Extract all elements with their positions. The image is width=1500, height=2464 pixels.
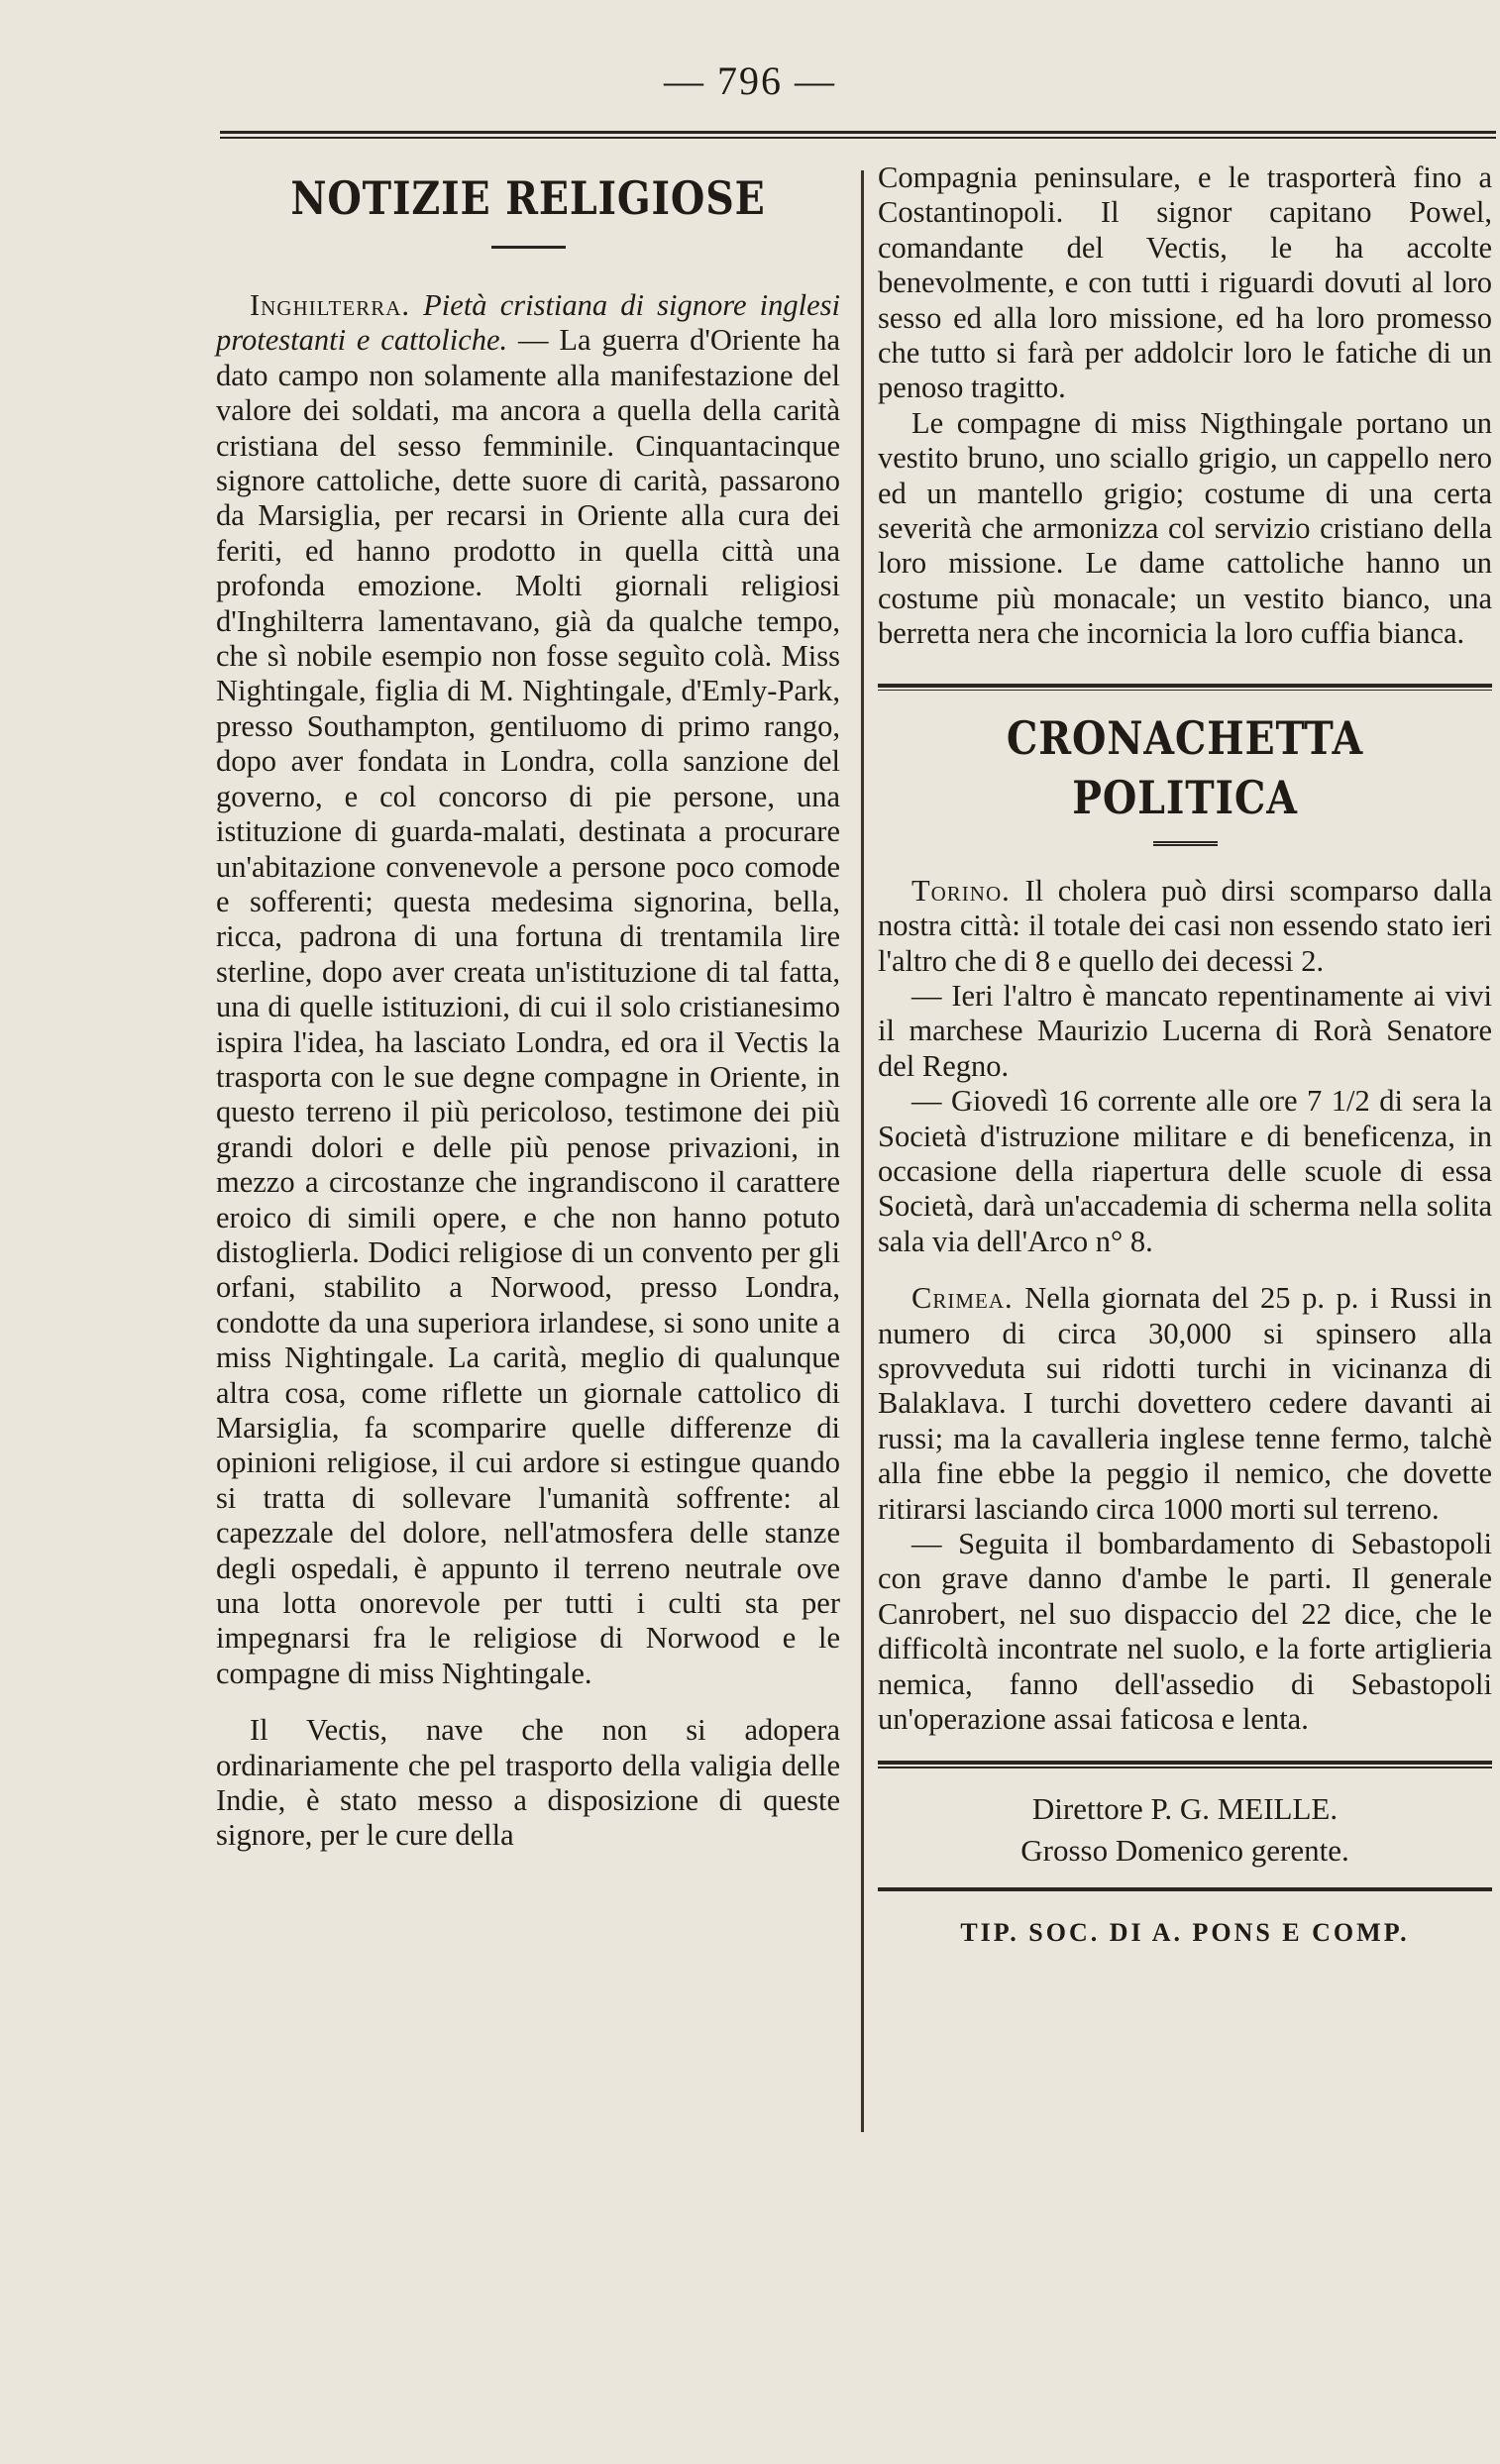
torino-place-label: Torino.: [911, 873, 1011, 908]
heading-double-rule: [1153, 841, 1218, 846]
crimea-text-1: Nella giornata del 25 p. p. i Russi in numero di circa 30,000 si spinsero alla sprovveduta sui ridotti turchi in vicinanza di Balaklava. I turchi dovettero cedere davanti ai russi; ma la cavalleria inglese tenne fermo, talchè alla fine ebbe la peggio il nemico, che dovette ritirarsi lasciando circa 1000 morti sul terreno.: [878, 1281, 1492, 1526]
religious-news-heading: NOTIZIE RELIGIOSE: [290, 171, 766, 225]
section-rule: [878, 684, 1492, 691]
printer-imprint: TIP. SOC. DI A. PONS E COMP.: [960, 1918, 1410, 1948]
torino-text-1: Il cholera può dirsi scomparso dalla nostra città: il totale dei casi non essendo stato ieri l'altro che di 8 e quello dei decessi 2.: [878, 873, 1492, 978]
england-article-body: — La guerra d'Oriente ha dato campo non solamente alla manifestazione del valore dei soldati, ma ancora a quella della carità cristiana del sesso femminile. Cinquantacinque signore cattoliche, dette suore di carità, passarono da Marsiglia, per recarsi in Oriente alla cura dei feriti, ed hanno prodotto in quella città una profonda emozione. Molti giornali religiosi d'Inghilterra lamentavano, già da qualche tempo, che sì nobile esempio non fosse seguìto colà. Miss Nightingale, figlia di M. Nightingale, d'Emly-Park, presso Southampton, gentiluomo di primo rango, dopo aver fondata in Londra, colla sanzione del governo, e col concorso di pie persone, una istituzione di guarda-malati, destinata a procurare un'abitazione convenevole a persone poco comode e sofferenti; questa medesima signorina, bella, ricca, padrona di una fortuna di trentamila lire sterline, dopo aver creata un'istituzione di tal fatta, una di quelle istituzioni, di cui il solo cristianesimo ispira l'idea, ha lasciato Londra, ed ora il Vectis la trasporta con le sue degne compagne in Oriente, in questo terreno il più pericoloso, testimone dei più grandi dolori e delle più penose privazioni, in mezzo a circostanze che ingrandiscono il carattere eroico di simili opere, e che non hanno potuto distoglierla. Dodici religiose di un convento per gli orfani, stabilito a Norwood, presso Londra, condotte da una superiora irlandese, si sono unite a miss Nightingale. La carità, meglio di qualunque altra cosa, come riflette un giornale cattolico di Marsiglia, fa scomparire quelle differenze di opinioni religiose, il cui ardore si estingue quando si tratta di sollevare l'umanità soffrente: al capezzale del dolore, nell'atmosfera delle stanze degli ospedali, è appunto il terreno neutrale ove una lotta onorevole per tutti i culti sta per impegnarsi fra le religiose di Norwood e le compagne di miss Nightingale.: [216, 323, 840, 1690]
credit-rule: [878, 1887, 1492, 1893]
torino-paragraph-3: — Giovedì 16 corrente alle ore 7 1/2 di sera la Società d'istruzione militare e di beneficenza, in occasione della riapertura delle scuole di essa Società, darà un'accademia di scherma nella solita sala via dell'Arco n° 8.: [878, 1084, 1492, 1258]
costume-paragraph: Le compagne di miss Nigthingale portano un vestito bruno, uno sciallo grigio, un cappello nero ed un mantello grigio; costume di una certa severità che armonizza col servizio cristiano della loro missione. Le dame cattoliche hanno un costume più monacale; un vestito bianco, una berretta nera che incornicia la loro cuffia bianca.: [878, 405, 1492, 651]
vectis-paragraph: Il Vectis, nave che non si adopera ordinariamente che pel trasporto della valigia delle Indie, è stato messo a disposizione di queste signore, per le cure della: [216, 1713, 840, 1853]
torino-paragraph-2: — Ieri l'altro è mancato repentinamente ai vivi il marchese Maurizio Lucerna di Rorà Senatore del Regno.: [878, 978, 1492, 1083]
end-double-rule: [878, 1761, 1492, 1768]
continuation-paragraph: Compagnia peninsulare, e le trasporterà fino a Costantinopoli. Il signor capitano Powel, comandante del Vectis, le ha accolte benevolmente, e con tutti i riguardi dovuti al loro sesso ed alla loro missione, ed ha loro promesso che tutto si farà per addolcir loro le fatiche di un penoso tragitto.: [878, 161, 1492, 405]
manager-credit: Grosso Domenico gerente.: [1020, 1833, 1349, 1869]
director-credit: Direttore P. G. MEILLE.: [1031, 1791, 1339, 1827]
heading-rule: [491, 246, 566, 249]
crimea-place-label: Crimea.: [911, 1281, 1014, 1316]
england-article-title: Pietà cristiana di signore inglesi protestanti e cattoliche.: [216, 288, 841, 358]
page-number: — 796 —: [664, 58, 836, 103]
right-column: [878, 161, 1492, 1951]
political-chronicle-heading: CRONACHETTA POLITICA: [1006, 710, 1364, 824]
torino-paragraph-1: [878, 874, 1492, 979]
crimea-paragraph-2: — Seguita il bombardamento di Sebastopoli con grave danno d'ambe le parti. Il generale Canrobert, nel suo dispaccio del 22 dice, che le difficoltà incontrate nel suolo, e la forte artiglieria nemica, fanno dell'assedio di Sebastopoli un'operazione assai faticosa e lenta.: [878, 1527, 1492, 1737]
england-place-label: Inghilterra.: [250, 288, 411, 322]
crimea-paragraph-1: [878, 1281, 1492, 1527]
england-article: [216, 288, 840, 1691]
top-double-rule: [220, 131, 1496, 139]
left-column: [216, 161, 840, 1854]
column-divider: [861, 170, 864, 2132]
